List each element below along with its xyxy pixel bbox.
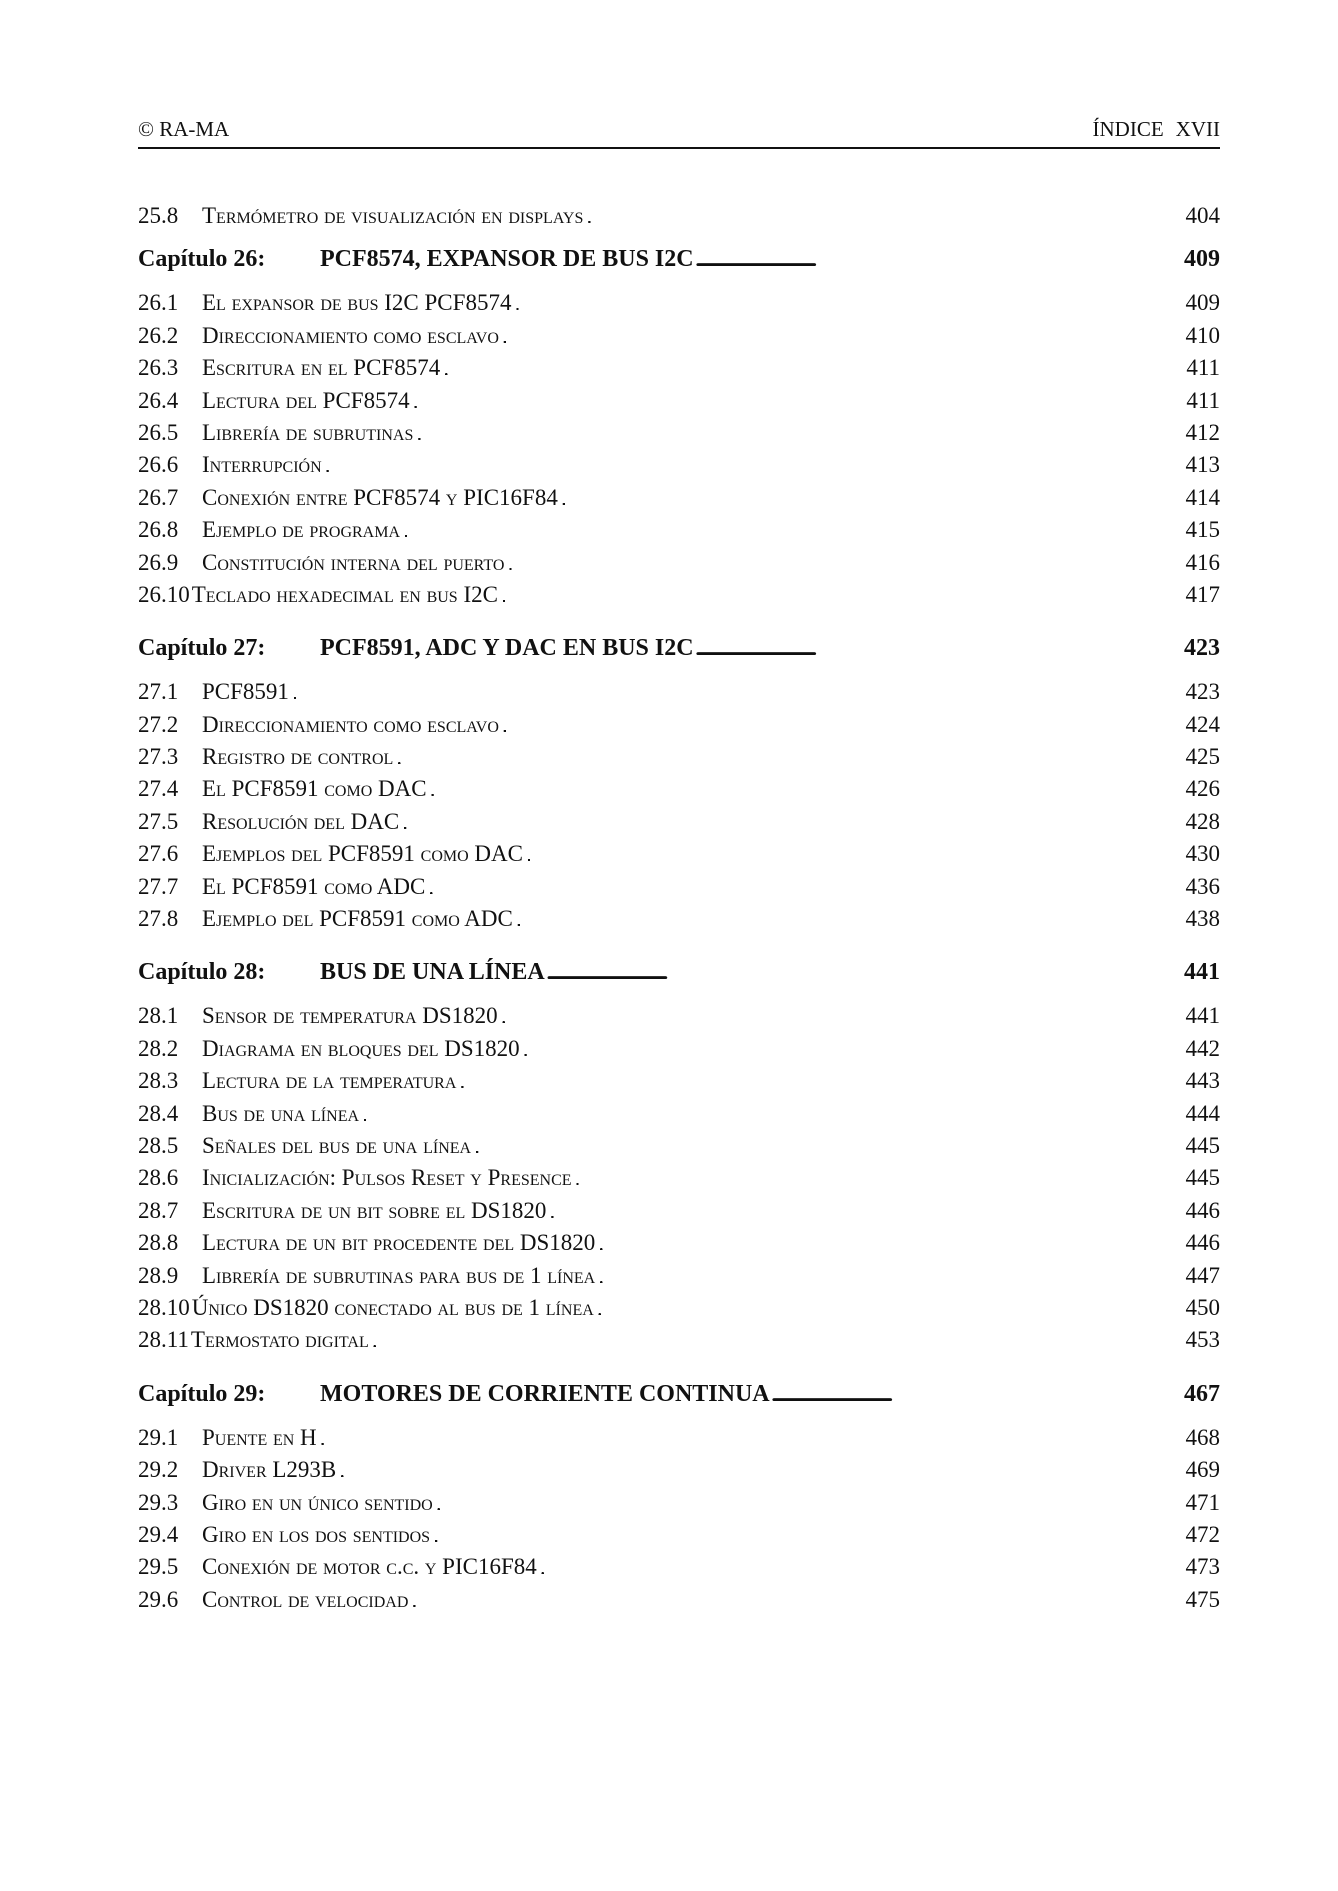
dot-leader	[404, 514, 1183, 549]
chapter-page: 441	[1184, 959, 1220, 986]
section-title: Lectura del PCF8574	[202, 387, 410, 413]
toc-entry	[138, 1324, 1220, 1356]
section-page: 414	[1185, 484, 1220, 510]
dot-leader	[508, 547, 1183, 582]
section-number: 29.5	[138, 1554, 179, 1580]
dot-leader	[475, 1130, 1183, 1165]
section-number: 28.9	[138, 1262, 179, 1288]
toc-entry	[138, 1098, 1220, 1130]
section-page: 438	[1185, 906, 1220, 932]
section-number: 26.9	[138, 549, 179, 575]
section-page: 443	[1185, 1068, 1220, 1094]
dot-leader	[598, 1292, 1184, 1327]
toc-entry	[138, 741, 1220, 773]
dot-leader	[321, 1422, 1184, 1457]
section-number: 26.2	[138, 322, 179, 348]
toc-entry	[138, 1519, 1220, 1551]
section-page: 453	[1185, 1327, 1220, 1353]
dot-leader	[412, 1584, 1183, 1619]
section-number: 26.10	[138, 581, 190, 607]
dot-leader	[599, 1260, 1183, 1295]
dot-leader	[547, 959, 1182, 986]
toc-entry	[138, 482, 1220, 514]
toc-entry	[138, 903, 1220, 935]
section-number: 28.5	[138, 1132, 179, 1158]
section-page: 416	[1185, 549, 1220, 575]
section-page: 428	[1185, 808, 1220, 834]
dot-leader	[444, 352, 1184, 387]
section-title: Diagrama en bloques del DS1820	[202, 1035, 520, 1061]
section-number: 28.6	[138, 1165, 179, 1191]
section-page: 444	[1185, 1100, 1220, 1126]
section-title: Direccionamiento como esclavo	[202, 711, 499, 737]
dot-leader	[515, 287, 1183, 322]
section-page: 425	[1185, 744, 1220, 770]
section-page: 446	[1185, 1197, 1220, 1223]
chapter-label: Capítulo 27:	[138, 635, 266, 662]
section-title: Librería de subrutinas para bus de 1 línea	[202, 1262, 596, 1288]
section-number: 26.7	[138, 484, 179, 510]
chapter-heading	[138, 1381, 1220, 1408]
chapter-label: Capítulo 28:	[138, 959, 266, 986]
dot-leader	[772, 1381, 1182, 1408]
dot-leader	[437, 1487, 1184, 1522]
section-number: 27.7	[138, 873, 179, 899]
chapter-heading	[138, 246, 1220, 273]
dot-leader	[293, 676, 1184, 711]
section-title: Único DS1820 conectado al bus de 1 línea	[191, 1294, 594, 1320]
toc-entry	[138, 514, 1220, 546]
section-page: 475	[1185, 1586, 1220, 1612]
dot-leader	[524, 1033, 1184, 1068]
section-page: 411	[1186, 387, 1220, 413]
dot-leader	[576, 1162, 1184, 1197]
section-title: El expansor de bus I2C PCF8574	[202, 290, 512, 316]
dot-leader	[696, 246, 1182, 273]
toc-entry	[138, 579, 1220, 611]
section-page: 446	[1185, 1230, 1220, 1256]
section-page: 472	[1185, 1521, 1220, 1547]
dot-leader	[527, 838, 1184, 873]
section-number: 27.1	[138, 679, 179, 705]
chapter-label: Capítulo 29:	[138, 1380, 266, 1407]
section-page: 409	[1185, 290, 1220, 316]
section-page: 415	[1185, 517, 1220, 543]
section-number: 29.3	[138, 1489, 179, 1515]
section-number: 26.8	[138, 517, 179, 543]
dot-leader	[517, 903, 1184, 938]
section-page: 445	[1185, 1132, 1220, 1158]
section-number: 25.8	[138, 203, 179, 228]
chapter-title: PCF8574, EXPANSOR DE BUS I2C	[320, 246, 694, 273]
section-number: 28.10	[138, 1294, 190, 1320]
section-page: 417	[1185, 581, 1220, 607]
section-number: 29.1	[138, 1424, 179, 1450]
section-title: Señales del bus de una línea	[202, 1132, 472, 1158]
page-number: XVII	[1175, 117, 1220, 141]
dot-leader	[373, 1324, 1184, 1359]
section-page: 445	[1185, 1165, 1220, 1191]
section-title: Interrupción	[202, 452, 322, 478]
section-title: Direccionamiento como esclavo	[202, 322, 499, 348]
dot-leader	[431, 773, 1184, 808]
toc-entry	[138, 676, 1220, 708]
dot-leader	[429, 871, 1183, 906]
section-page: 423	[1185, 679, 1220, 705]
toc-entry	[138, 1292, 1220, 1324]
dot-leader	[434, 1519, 1183, 1554]
toc-entry	[138, 773, 1220, 805]
section-page: 469	[1185, 1457, 1220, 1483]
dot-leader	[599, 1227, 1183, 1262]
dot-leader	[417, 417, 1183, 452]
section-title: El PCF8591 como ADC	[202, 873, 426, 899]
toc-entry	[138, 1033, 1220, 1065]
toc-entry	[138, 287, 1220, 319]
chapter-title: PCF8591, ADC Y DAC EN BUS I2C	[320, 635, 694, 662]
section-number: 28.1	[138, 1003, 179, 1029]
dot-leader	[541, 1551, 1184, 1586]
section-number: 27.5	[138, 808, 179, 834]
dot-leader	[502, 579, 1184, 614]
section-page: 412	[1185, 419, 1220, 445]
section-page: 411	[1186, 355, 1220, 381]
chapter-title: BUS DE UNA LÍNEA	[320, 959, 545, 986]
dot-leader	[587, 200, 1183, 235]
page-header	[138, 117, 1220, 149]
section-number: 27.2	[138, 711, 179, 737]
section-title: Control de velocidad	[202, 1586, 409, 1612]
section-title: Giro en un único sentido	[202, 1489, 433, 1515]
section-number: 27.8	[138, 906, 179, 932]
section-page: 441	[1185, 1003, 1220, 1029]
toc-entry	[138, 1422, 1220, 1454]
section-title: Librería de subrutinas	[202, 419, 414, 445]
section-number: 28.7	[138, 1197, 179, 1223]
section-number: 26.1	[138, 290, 179, 316]
section-number: 26.3	[138, 355, 179, 381]
section-page: 436	[1185, 873, 1220, 899]
section-number: 28.8	[138, 1230, 179, 1256]
dot-leader	[696, 635, 1182, 662]
dot-leader	[502, 1000, 1184, 1035]
toc-entry	[138, 1065, 1220, 1097]
section-title: Inicialización: Pulsos Reset y Presence	[202, 1165, 572, 1191]
toc-entry	[138, 385, 1220, 417]
toc-entry	[138, 352, 1220, 384]
section-title: Resolución del DAC	[202, 808, 400, 834]
toc-entry	[138, 1162, 1220, 1194]
section-number: 26.4	[138, 387, 179, 413]
section-title: Termómetro de visualización en displays	[202, 203, 584, 228]
section-title: Puente en H	[202, 1424, 317, 1450]
section-number: 29.4	[138, 1521, 179, 1547]
section-number: 28.4	[138, 1100, 179, 1126]
toc-entry	[138, 417, 1220, 449]
chapter-page: 467	[1184, 1380, 1220, 1407]
section-number: 27.6	[138, 841, 179, 867]
section-title: El PCF8591 como DAC	[202, 776, 427, 802]
toc-entry	[138, 1227, 1220, 1259]
section-number: 26.5	[138, 419, 179, 445]
section-title: Ejemplo de programa	[202, 517, 401, 543]
section-number: 29.6	[138, 1586, 179, 1612]
section-title: Termostato digital	[190, 1327, 369, 1353]
section-title: Ejemplo del PCF8591 como ADC	[202, 906, 513, 932]
toc-entry	[138, 200, 1220, 232]
section-page: 430	[1185, 841, 1220, 867]
section-title: Lectura de un bit procedente del DS1820	[202, 1230, 596, 1256]
section-title: Constitución interna del puerto	[202, 549, 505, 575]
section-title: Conexión entre PCF8574 y PIC16F84	[202, 484, 558, 510]
section-title: PCF8591	[202, 679, 289, 705]
section-page: 426	[1185, 776, 1220, 802]
section-page: 424	[1185, 711, 1220, 737]
toc-entry	[138, 1195, 1220, 1227]
dot-leader	[414, 385, 1185, 420]
toc-entry	[138, 547, 1220, 579]
section-page: 410	[1185, 322, 1220, 348]
chapter-page: 409	[1184, 246, 1220, 273]
dot-leader	[503, 709, 1184, 744]
toc-entry	[138, 806, 1220, 838]
dot-leader	[562, 482, 1184, 517]
section-number: 28.11	[138, 1327, 189, 1353]
section-title: Lectura de la temperatura	[202, 1068, 457, 1094]
section-title: Sensor de temperatura DS1820	[202, 1003, 498, 1029]
section-number: 29.2	[138, 1457, 179, 1483]
table-of-contents	[138, 200, 1220, 1616]
toc-entry	[138, 320, 1220, 352]
section-page: 473	[1185, 1554, 1220, 1580]
toc-entry	[138, 871, 1220, 903]
section-page: 404	[1185, 203, 1220, 228]
toc-entry	[138, 1130, 1220, 1162]
toc-entry	[138, 1000, 1220, 1032]
chapter-label: Capítulo 26:	[138, 246, 266, 273]
dot-leader	[503, 320, 1184, 355]
section-title: Registro de control	[202, 744, 394, 770]
section-number: 28.2	[138, 1035, 179, 1061]
section-title: Bus de una línea	[202, 1100, 360, 1126]
toc-entry	[138, 1260, 1220, 1292]
section-title: Escritura de un bit sobre el DS1820	[202, 1197, 547, 1223]
toc-entry	[138, 1551, 1220, 1583]
section-page: 468	[1185, 1424, 1220, 1450]
section-title: Giro en los dos sentidos	[202, 1521, 431, 1547]
section-number: 26.6	[138, 452, 179, 478]
toc-entry	[138, 1584, 1220, 1616]
dot-leader	[340, 1454, 1183, 1489]
section-page: 471	[1185, 1489, 1220, 1515]
section-number: 27.3	[138, 744, 179, 770]
toc-entry	[138, 449, 1220, 481]
chapter-page: 423	[1184, 635, 1220, 662]
chapter-heading	[138, 635, 1220, 662]
section-title: Escritura en el PCF8574	[202, 355, 441, 381]
dot-leader	[403, 806, 1183, 841]
toc-entry	[138, 709, 1220, 741]
header-right	[1093, 117, 1220, 142]
chapter-title: MOTORES DE CORRIENTE CONTINUA	[320, 1380, 770, 1407]
section-title: Driver L293B	[202, 1457, 337, 1483]
dot-leader	[460, 1065, 1183, 1100]
section-page: 450	[1185, 1294, 1220, 1320]
chapter-heading	[138, 959, 1220, 986]
dot-leader	[326, 449, 1184, 484]
toc-entry	[138, 1454, 1220, 1486]
section-page: 442	[1185, 1035, 1220, 1061]
section-page: 447	[1185, 1262, 1220, 1288]
dot-leader	[397, 741, 1183, 776]
section-title: Ejemplos del PCF8591 como DAC	[202, 841, 523, 867]
section-number: 27.4	[138, 776, 179, 802]
section-title: Conexión de motor c.c. y PIC16F84	[202, 1554, 537, 1580]
section-number: 28.3	[138, 1068, 179, 1094]
dot-leader	[363, 1098, 1183, 1133]
dot-leader	[550, 1195, 1183, 1230]
section-title: ÍNDICE	[1092, 117, 1164, 141]
toc-entry	[138, 1487, 1220, 1519]
section-title: Teclado hexadecimal en bus I2C	[191, 581, 498, 607]
section-page: 413	[1185, 452, 1220, 478]
toc-entry	[138, 838, 1220, 870]
copyright-label: © RA-MA	[138, 117, 230, 141]
